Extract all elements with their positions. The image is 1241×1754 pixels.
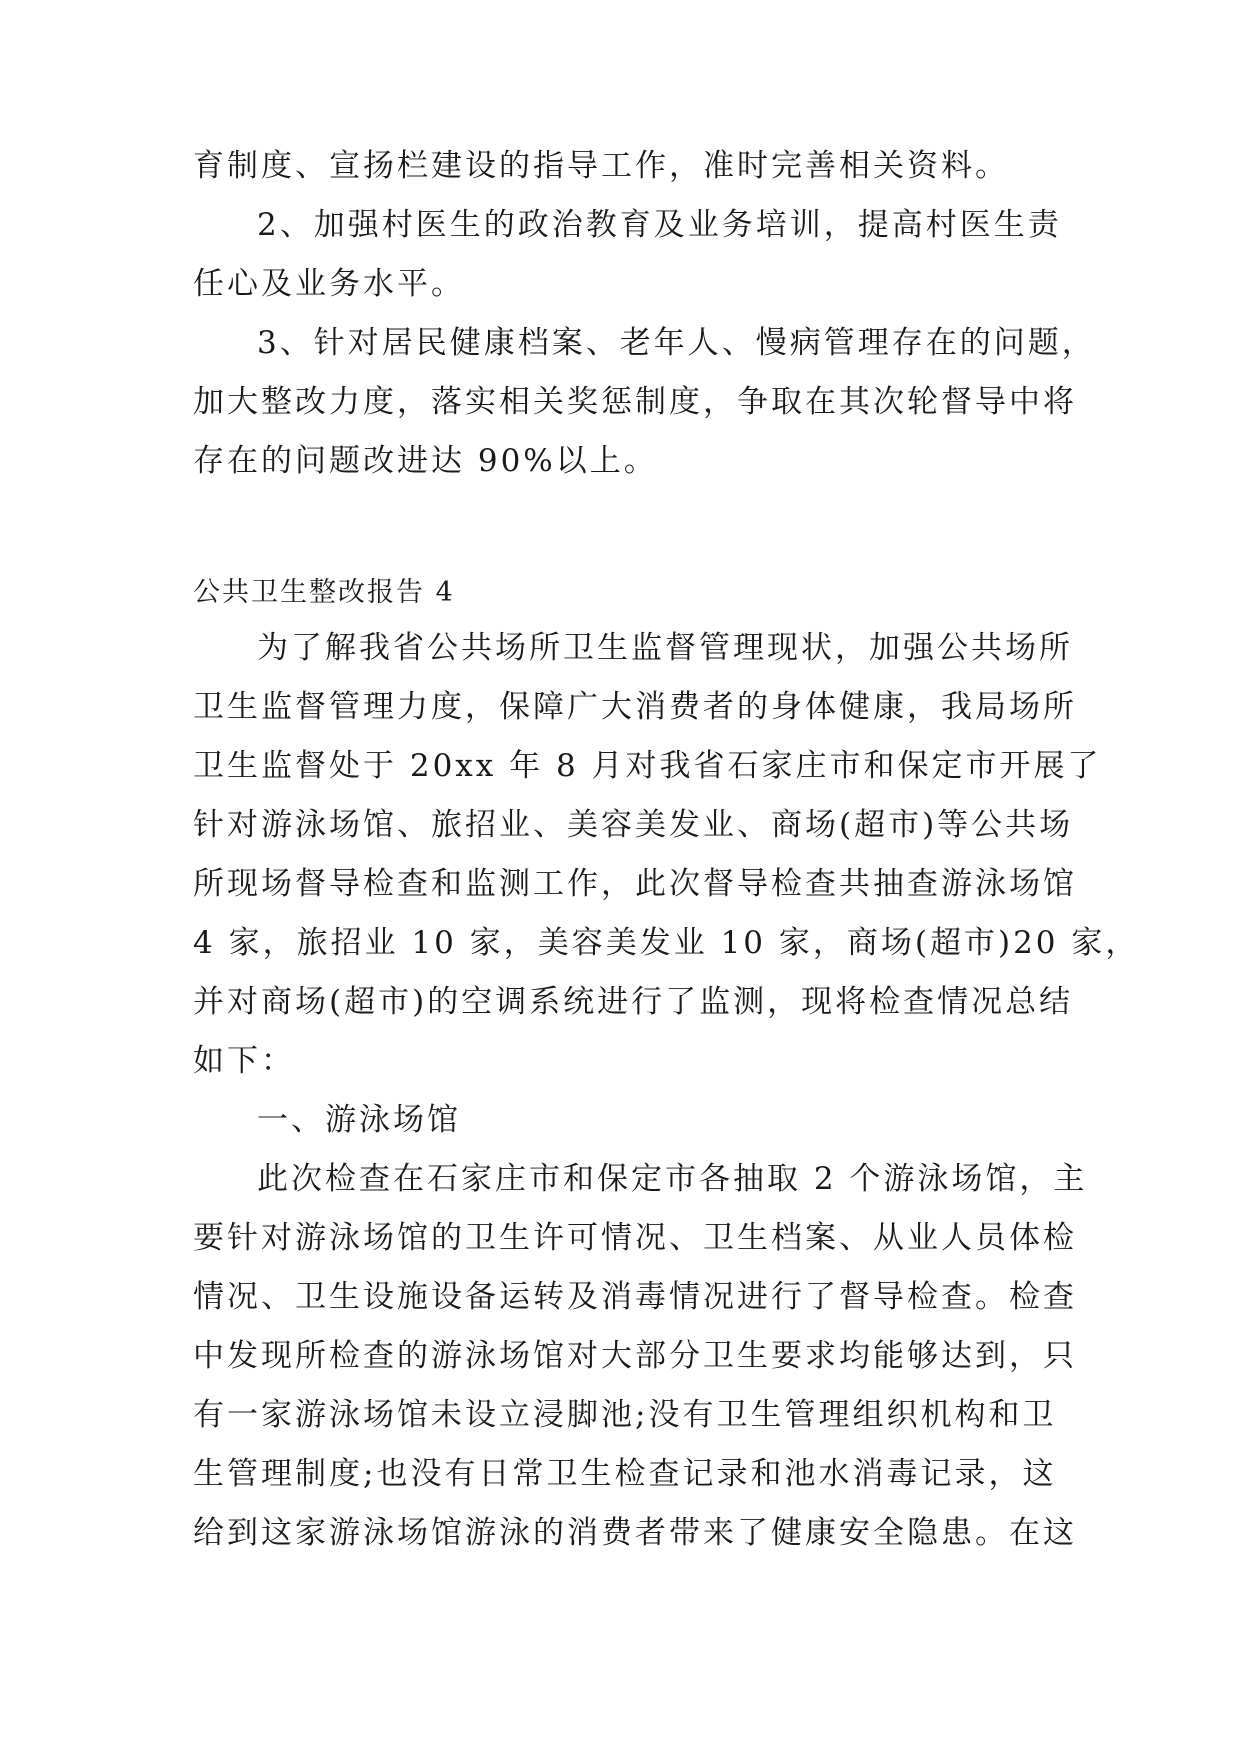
- text-line: 为了解我省公共场所卫生监督管理现状，加强公共场所: [257, 630, 1073, 666]
- section-title: 公共卫生整改报告 4: [193, 577, 455, 608]
- text-line: 任心及业务水平。: [193, 266, 465, 302]
- text-line: 所现场督导检查和监测工作，此次督导检查共抽查游泳场馆: [193, 866, 1077, 902]
- text-line: 要针对游泳场馆的卫生许可情况、卫生档案、从业人员体检: [193, 1220, 1077, 1256]
- text-line: 2、加强村医生的政治教育及业务培训，提高村医生责: [257, 207, 1062, 243]
- text-line: 情况、卫生设施设备运转及消毒情况进行了督导检查。检查: [193, 1279, 1077, 1315]
- text-line: 有一家游泳场馆未设立浸脚池;没有卫生管理组织机构和卫: [193, 1397, 1057, 1433]
- text-line: 如下：: [193, 1043, 295, 1079]
- text-line: 生管理制度;也没有日常卫生检查记录和池水消毒记录，这: [193, 1456, 1057, 1492]
- subsection-heading: 一、游泳场馆: [257, 1102, 461, 1138]
- text-line: 卫生监督管理力度，保障广大消费者的身体健康，我局场所: [193, 689, 1077, 725]
- text-line: 中发现所检查的游泳场馆对大部分卫生要求均能够达到，只: [193, 1338, 1077, 1374]
- text-line: 并对商场(超市)的空调系统进行了监测，现将检查情况总结: [193, 984, 1074, 1020]
- paragraph-block-1: [193, 137, 1096, 491]
- text-line: 针对游泳场馆、旅招业、美容美发业、商场(超市)等公共场: [193, 807, 1074, 843]
- text-line: 育制度、宣扬栏建设的指导工作，准时完善相关资料。: [193, 148, 1009, 184]
- text-line: 3、针对居民健康档案、老年人、慢病管理存在的问题，: [257, 325, 1096, 361]
- text-line: 此次检查在石家庄市和保定市各抽取 2 个游泳场馆，主: [257, 1161, 1088, 1197]
- text-line: 加大整改力度，落实相关奖惩制度，争取在其次轮督导中将: [193, 384, 1077, 420]
- paragraph-block-2: [193, 619, 1140, 1563]
- text-line: 卫生监督处于 20xx 年 8 月对我省石家庄市和保定市开展了: [193, 748, 1102, 784]
- text-line: 存在的问题改进达 90%以上。: [193, 443, 658, 479]
- text-line: 给到这家游泳场馆游泳的消费者带来了健康安全隐患。在这: [193, 1515, 1077, 1551]
- text-line: 4 家，旅招业 10 家，美容美发业 10 家，商场(超市)20 家，: [193, 925, 1140, 961]
